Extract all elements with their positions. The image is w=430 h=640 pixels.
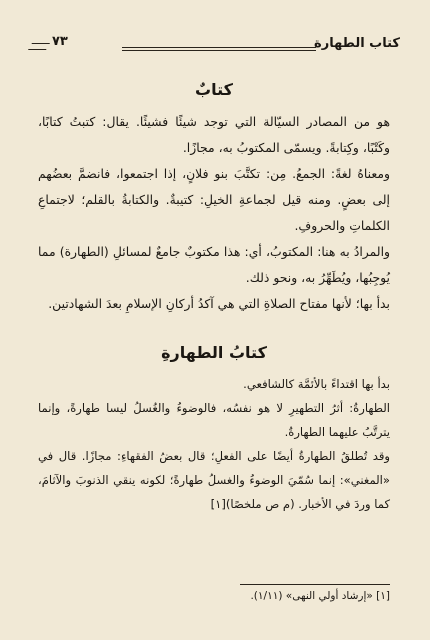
header-rule <box>122 47 316 51</box>
section-kitab <box>38 80 390 317</box>
paragraph: ومعناهُ لغةً: الجمعُ. مِن: تكتَّبَ بنو فلانٍ، إذا اجتمعوا، فانضمَّ بعضُهم إلى بعضٍ. ومنه قيل لجماعةِ الخيلِ: كتيبةٌ. والكتابةُ بالقلم؛ لاجتماعِ الكلماتِ والحروفِ. <box>38 166 390 233</box>
paragraph: بدأ بها؛ لأنها مفتاح الصلاةِ التي هي آكدُ أركانِ الإسلامِ بعدَ الشهادتين. <box>48 296 390 311</box>
paragraph: هو من المصادر السيّالة التي توجد شيئًا فشيئًا. يقال: كتبتُ كتابًا، وكَتْبًا، وكِتابةً. ويسمّى المكتوبُ به، مجازًا. <box>38 114 390 155</box>
section-title-taharah: كتابُ الطهارةِ <box>161 343 267 362</box>
running-header <box>30 34 400 56</box>
section-title-kitab: كتابٌ <box>195 80 233 99</box>
paragraph: وقد تُطلقُ الطهارةُ أيضًا على الفعلِ؛ قال بعضُ الفقهاءِ: مجازًا. قال في «المغني»: إنما سُمّيَ الوضوءُ والغسلُ طهارةً؛ لكونه ينقي الذنوبَ والآثامَ، كما وردَ في الأخبار. (م ص ملخصًا)[١] <box>38 449 390 511</box>
paragraph: الطهارةُ: أثرُ التطهيرِ لا هو نفسُه، فالوضوءُ والغُسلُ ليسا طهارةً، وإنما يترتَّبُ عليهما الطهارةُ. <box>38 401 390 439</box>
page-number: ٧٣ <box>52 34 68 49</box>
footnote-divider <box>240 584 390 585</box>
page-body <box>38 74 390 516</box>
paragraph: بدأ بها اقتداءً بالأئمَّة كالشافعي. <box>243 377 390 391</box>
paragraph: والمرادُ به هنا: المكتوبُ، أي: هذا مكتوبٌ جامعٌ لمسائلِ (الطهارة) مما يُوجِبُها، ويُطَهِّرُ به، ونحو ذلك. <box>38 244 390 285</box>
footnote: [١] «إرشاد أولي النهى» (١/١١). <box>250 590 390 602</box>
section-kitab-altaharah <box>38 343 390 516</box>
header-book-title: كتاب الطهارة <box>314 36 400 51</box>
